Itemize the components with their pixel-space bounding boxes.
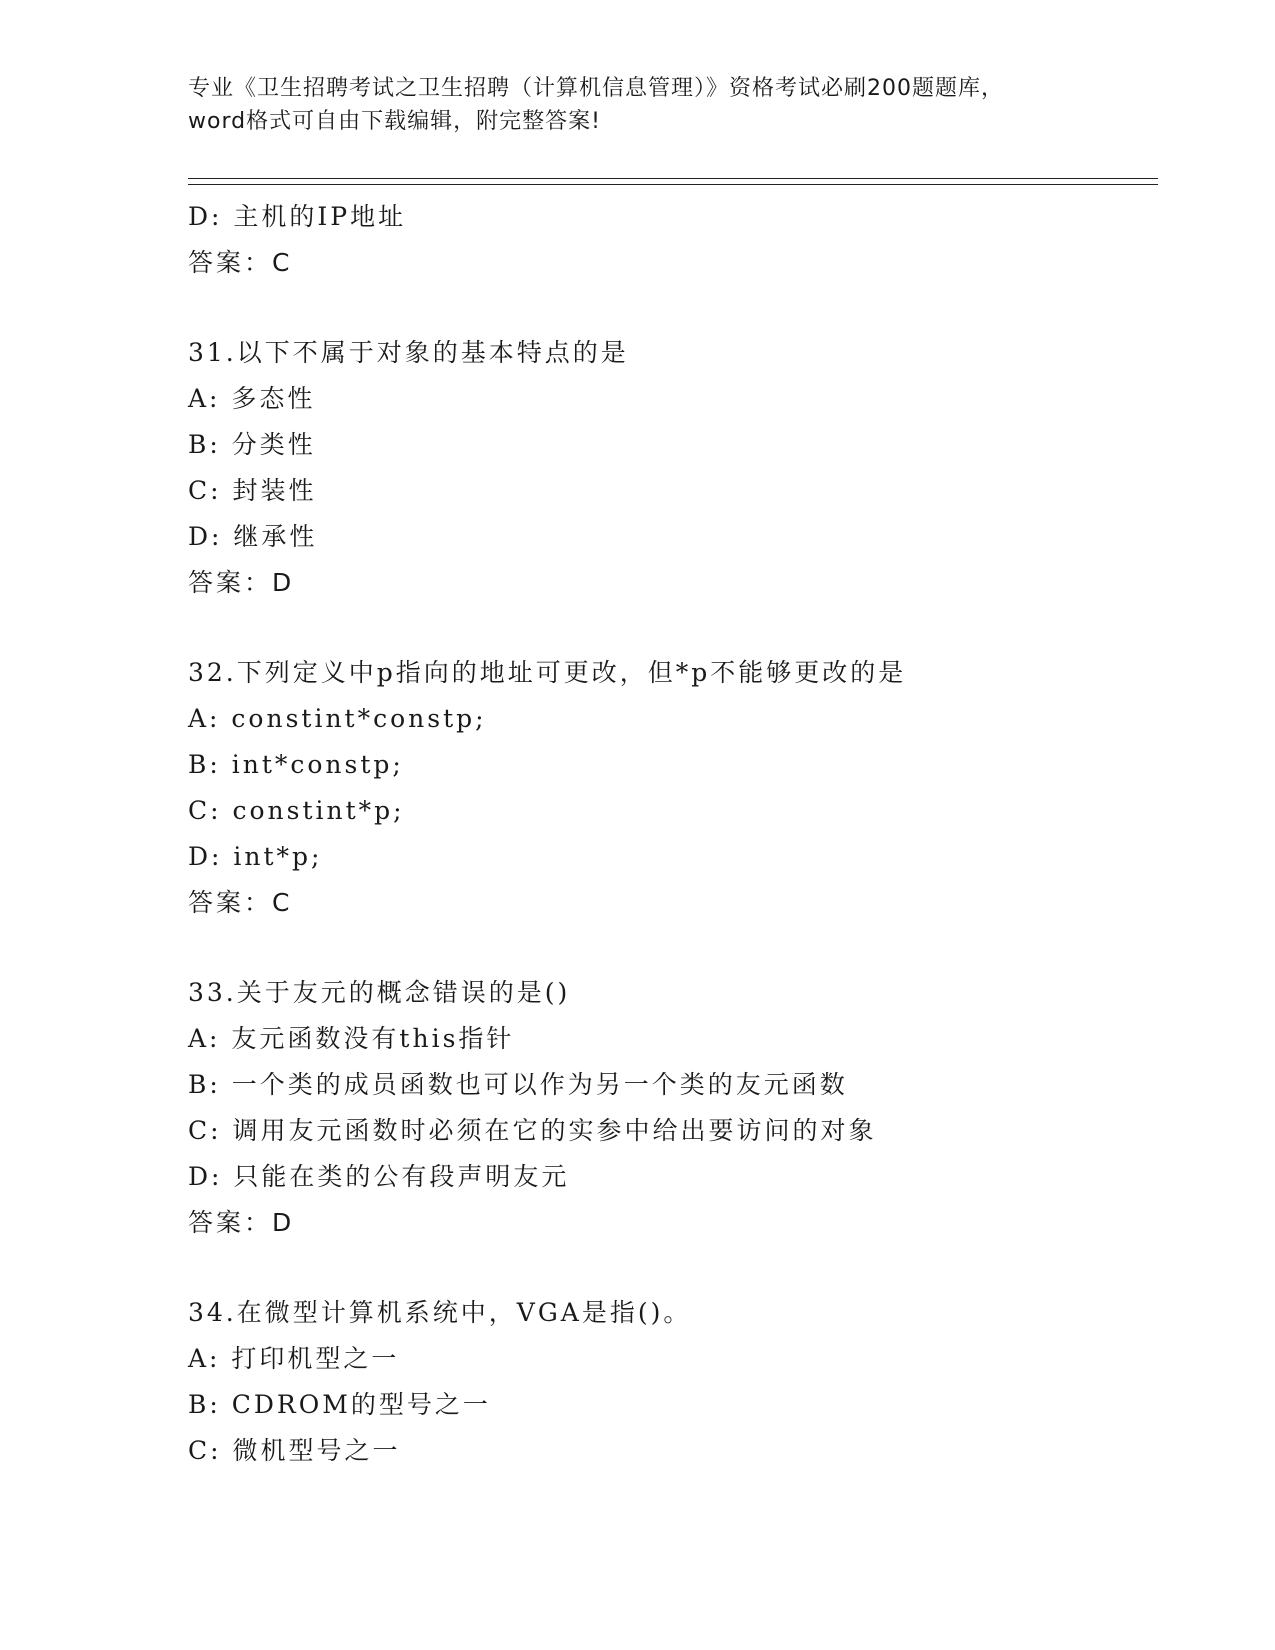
- question-31: [188, 330, 1188, 606]
- option-b: B: int*constp;: [188, 750, 404, 779]
- document-header: [188, 72, 1088, 138]
- option-b: B: 一个类的成员函数也可以作为另一个类的友元函数: [188, 1070, 848, 1099]
- option-a: A: 友元函数没有this指针: [188, 1024, 515, 1053]
- question-34: [188, 1290, 1188, 1474]
- option-b: B: CDROM的型号之一: [188, 1390, 491, 1419]
- question-content: [188, 194, 1188, 1474]
- answer-line: 答案：D: [188, 1208, 295, 1237]
- option-c: C: 微机型号之一: [188, 1436, 401, 1465]
- option-a: A: constint*constp;: [188, 704, 487, 733]
- previous-question-tail: [188, 194, 1188, 286]
- question-stem: 32.下列定义中p指向的地址可更改，但*p不能够更改的是: [188, 658, 907, 687]
- option-b: B: 分类性: [188, 430, 316, 459]
- question-stem: 34.在微型计算机系统中，VGA是指()。: [188, 1298, 692, 1327]
- option-a: A: 打印机型之一: [188, 1344, 400, 1373]
- option-c: C: 调用友元函数时必须在它的实参中给出要访问的对象: [188, 1116, 877, 1145]
- question-stem: 33.关于友元的概念错误的是(): [188, 978, 571, 1007]
- option-d: D: int*p;: [188, 842, 323, 871]
- answer-line: 答案：C: [188, 248, 293, 277]
- option-c: C: 封装性: [188, 476, 317, 505]
- question-33: [188, 970, 1188, 1246]
- header-title-line-2: word格式可自由下载编辑，附完整答案!: [188, 109, 601, 134]
- option-d: D: 只能在类的公有段声明友元: [188, 1162, 570, 1191]
- header-divider: [188, 178, 1158, 185]
- answer-line: 答案：D: [188, 568, 295, 597]
- question-stem: 31.以下不属于对象的基本特点的是: [188, 338, 629, 367]
- option-c: C: constint*p;: [188, 796, 405, 825]
- option-d: D: 主机的IP地址: [188, 202, 407, 231]
- question-32: [188, 650, 1188, 926]
- option-a: A: 多态性: [188, 384, 316, 413]
- option-d: D: 继承性: [188, 522, 318, 551]
- header-title-line-1: 专业《卫生招聘考试之卫生招聘（计算机信息管理）》资格考试必刷200题题库，: [188, 76, 1004, 101]
- answer-line: 答案：C: [188, 888, 293, 917]
